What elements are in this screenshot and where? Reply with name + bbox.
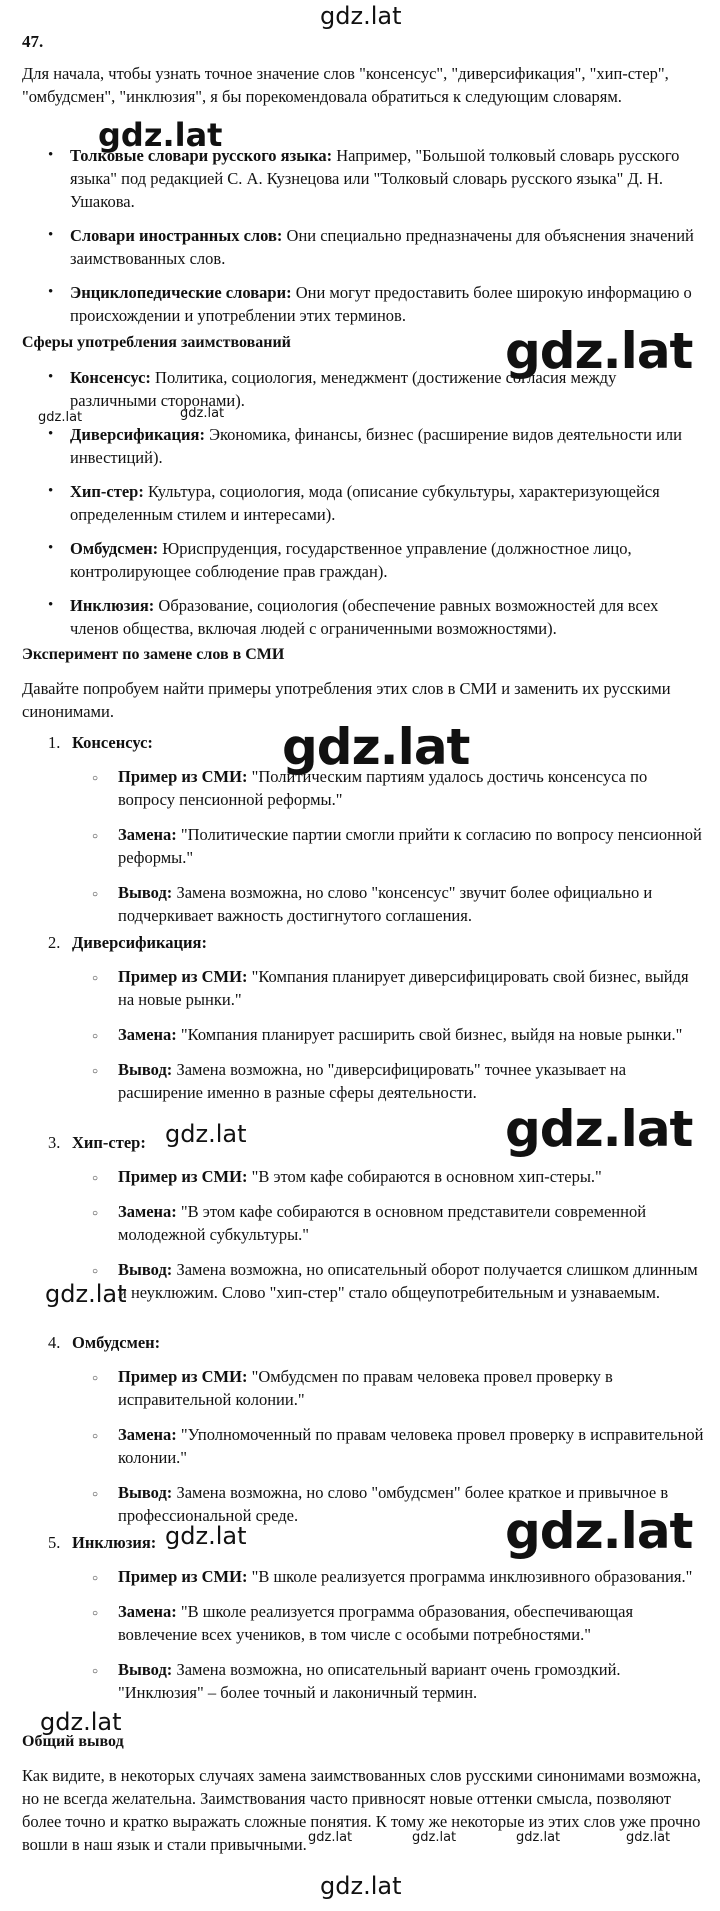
watermark: gdz.lat [98, 116, 223, 154]
item-number: 4. [48, 1333, 61, 1352]
summary-paragraph: Как видите, в некоторых случаях замена заимствованных слов русскими синонимами возможна, но не всегда желательна. Заимствования часто привносят новые оттенки смысла, позволяют более точно и кратко выражать сложные понятия. К тому же некоторые из этих слов уже прочно вошли в наш язык и стали привычными. [22, 1766, 701, 1854]
list-item: ○ Пример из СМИ: "Компания планирует диверсифицировать свой бизнес, выйдя на новые рынки." [118, 965, 706, 1011]
item-title: Инклюзия: [72, 1533, 157, 1552]
watermark: gdz.lat [626, 1830, 671, 1845]
list-item: ○ Пример из СМИ: "Политическим партиям удалось достичь консенсуса по вопросу пенсионной реформы." [118, 765, 706, 811]
list-item: ○ Пример из СМИ: "В школе реализуется программа инклюзивного образования." [118, 1565, 706, 1588]
list-item: ○ Пример из СМИ: "Омбудсмен по правам человека провел проверку в исправительной колонии." [118, 1365, 706, 1411]
section-heading-spheres: Сферы употребления заимствований [22, 334, 291, 351]
watermark: gdz.lat [40, 1708, 122, 1736]
watermark: gdz.lat [320, 1872, 402, 1900]
item-title: Диверсификация: [72, 933, 207, 952]
watermark: gdz.lat [320, 2, 402, 30]
watermark: gdz.lat [45, 1280, 127, 1308]
list-item: • Омбудсмен: Юриспруденция, государственное управление (должностное лицо, контролирующее соблюдение прав граждан). [70, 537, 702, 583]
list-item: ○ Замена: "Компания планирует расширить свой бизнес, выйдя на новые рынки." [118, 1023, 706, 1046]
section-heading-summary: Общий вывод [22, 1733, 124, 1750]
watermark: gdz.lat [505, 322, 693, 380]
item-title: Хип-стер: [72, 1133, 146, 1152]
list-item: ○ Вывод: Замена возможна, но "диверсифицировать" точнее указывает на расширение именно в разные сферы деятельности. [118, 1058, 706, 1104]
list-item: • Хип-стер: Культура, социология, мода (описание субкультуры, характеризующейся определенным стилем и интересами). [70, 480, 702, 526]
spheres-list [70, 366, 702, 651]
list-item: • Толковые словари русского языка: Например, "Большой толковый словарь русского языка" под редакцией С. А. Кузнецова или "Толковый словарь русского языка" Д. Н. Ушакова. [70, 144, 702, 213]
list-item: • Словари иностранных слов: Они специально предназначены для объяснения значений заимствованных слов. [70, 224, 702, 270]
intro-paragraph: Для начала, чтобы узнать точное значение слов "консенсус", "диверсификация", "хип-стер", "омбудсмен", "инклюзия", я бы порекомендовала обратиться к следующим словарям. [22, 64, 669, 106]
item-number: 3. [48, 1133, 61, 1152]
list-item: ○ Замена: "В этом кафе собираются в основном представители современной молодежной субкультуры." [118, 1200, 706, 1246]
list-item: • Диверсификация: Экономика, финансы, бизнес (расширение видов деятельности или инвестиций). [70, 423, 702, 469]
watermark: gdz.lat [38, 410, 83, 425]
item-title: Омбудсмен: [72, 1333, 161, 1352]
watermark: gdz.lat [282, 718, 470, 776]
experiment-list-5 [118, 1565, 706, 1716]
watermark: gdz.lat [516, 1830, 561, 1845]
list-item: ○ Вывод: Замена возможна, но описательный вариант очень громоздкий. "Инклюзия" – более точный и лаконичный термин. [118, 1658, 706, 1704]
item-number: 2. [48, 933, 61, 952]
list-item: • Энциклопедические словари: Они могут предоставить более широкую информацию о происхождении и употреблении этих терминов. [70, 281, 702, 327]
list-item: • Инклюзия: Образование, социология (обеспечение равных возможностей для всех членов общества, включая людей с ограниченными возможностями). [70, 594, 702, 640]
list-item: • Консенсус: Политика, социология, менеджмент (достижение согласия между различными сторонами). [70, 366, 702, 412]
watermark: gdz.lat [505, 1502, 693, 1560]
list-item: ○ Пример из СМИ: "В этом кафе собираются в основном хип-стеры." [118, 1165, 706, 1188]
list-item: ○ Замена: "В школе реализуется программа образования, обеспечивающая вовлечение всех учеников, в том числе с особыми потребностями." [118, 1600, 706, 1646]
watermark: gdz.lat [308, 1830, 353, 1845]
section-heading-experiment: Эксперимент по замене слов в СМИ [22, 646, 285, 663]
list-item: ○ Вывод: Замена возможна, но слово "консенсус" звучит более официально и подчеркивает важность достигнутого соглашения. [118, 881, 706, 927]
item-number: 1. [48, 733, 61, 752]
watermark: gdz.lat [505, 1100, 693, 1158]
experiment-list-1 [118, 765, 706, 939]
list-item: ○ Вывод: Замена возможна, но слово "омбудсмен" более краткое и привычное в профессиональной среде. [118, 1481, 706, 1527]
experiment-list-3 [118, 1165, 706, 1316]
task-number: 47. [22, 32, 44, 51]
list-item: ○ Вывод: Замена возможна, но описательный оборот получается слишком длинным и неуклюжим. Слово "хип-стер" стало общеупотребительным и узнаваемым. [118, 1258, 706, 1304]
list-item: ○ Замена: "Политические партии смогли прийти к согласию по вопросу пенсионной реформы." [118, 823, 706, 869]
watermark: gdz.lat [412, 1830, 457, 1845]
watermark: gdz.lat [165, 1120, 247, 1148]
item-title: Консенсус: [72, 733, 153, 752]
experiment-intro: Давайте попробуем найти примеры употребления этих слов в СМИ и заменить их русскими синонимами. [22, 679, 671, 721]
experiment-list-2 [118, 965, 706, 1116]
watermark: gdz.lat [180, 406, 225, 421]
dictionaries-list [70, 144, 702, 338]
watermark: gdz.lat [165, 1522, 247, 1550]
list-item: ○ Замена: "Уполномоченный по правам человека провел проверку в исправительной колонии." [118, 1423, 706, 1469]
item-number: 5. [48, 1533, 61, 1552]
